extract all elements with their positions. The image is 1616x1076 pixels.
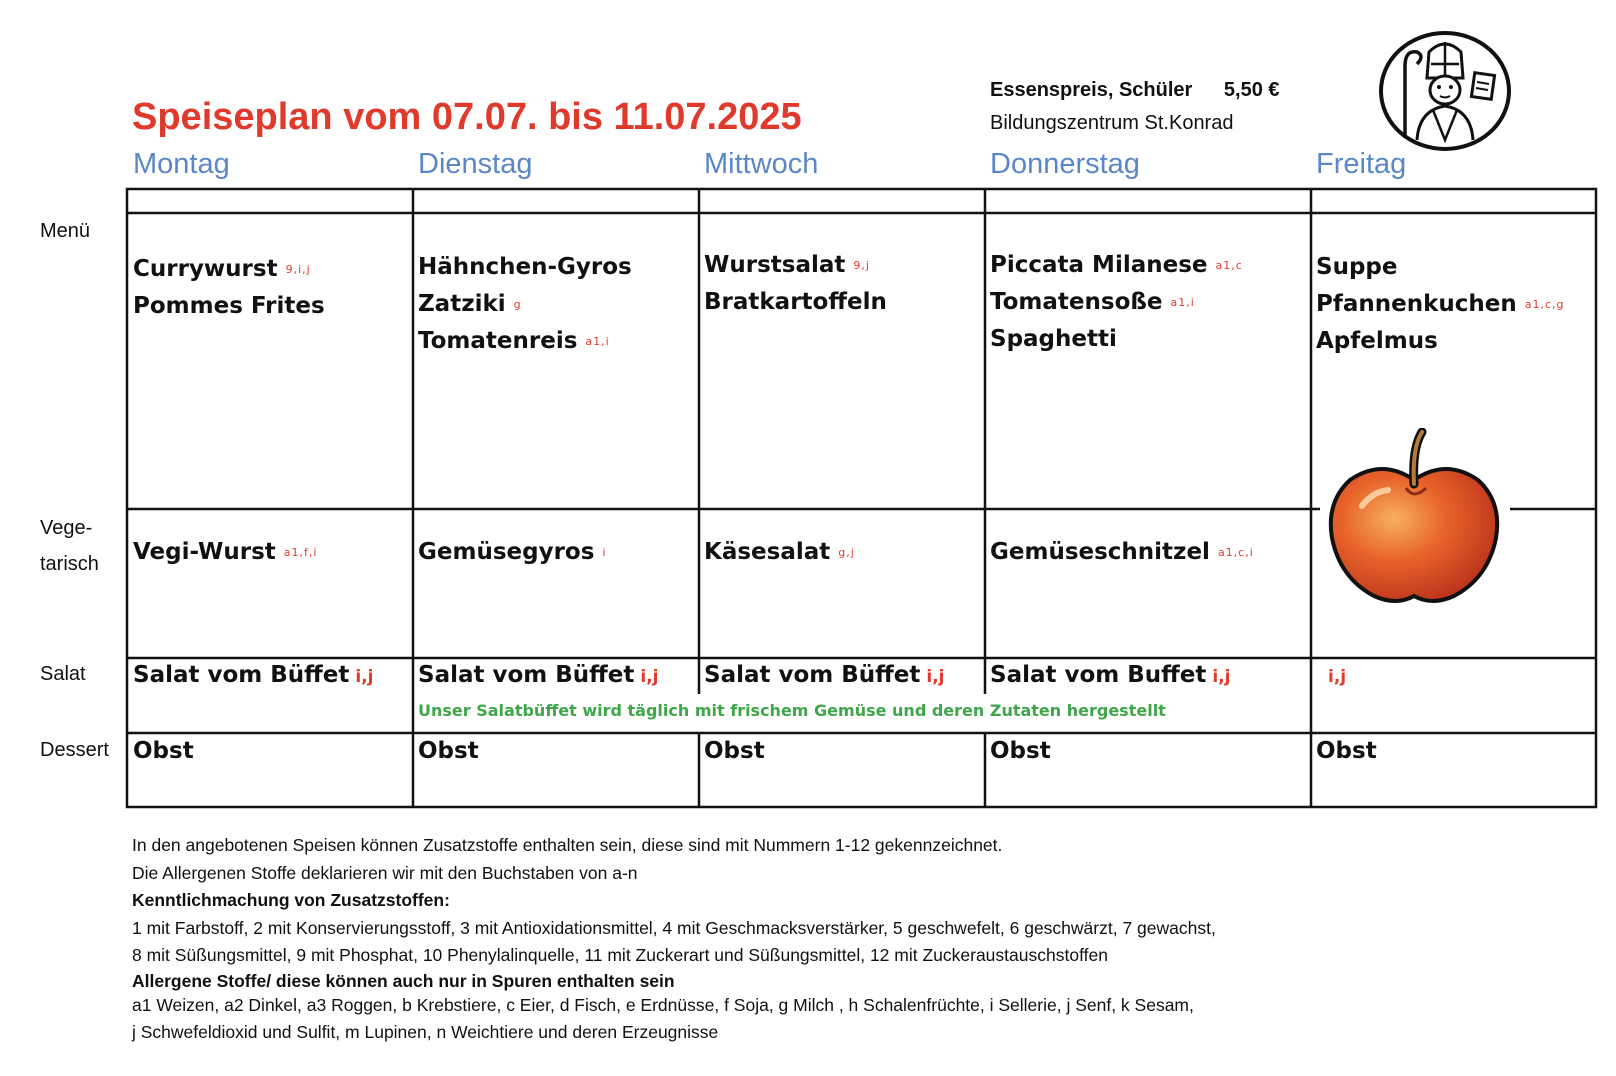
institution-name: Bildungszentrum St.Konrad <box>990 112 1234 134</box>
day-monday: Montag <box>133 148 230 180</box>
day-friday: Freitag <box>1316 148 1407 180</box>
notes-line: a1 Weizen, a2 Dinkel, a3 Roggen, b Krebstiere, c Eier, d Fisch, e Erdnüsse, f Soja, g Milch , h Schalenfrüchte, i Sellerie, j Senf, k Sesam, <box>132 994 1194 1015</box>
salad-tuesday: Salat vom Büffet i,j <box>418 662 659 688</box>
salad-monday: Salat vom Büffet i,j <box>133 662 374 688</box>
salad-thursday: Salat vom Buffet i,j <box>990 662 1231 688</box>
menu-item: Pommes Frites <box>133 293 325 319</box>
notes-line: 1 mit Farbstoff, 2 mit Konservierungsstoff, 3 mit Antioxidationsmittel, 4 mit Geschmacksverstärker, 5 geschwefelt, 6 geschwärzt, 7 gewachst, <box>132 917 1216 938</box>
notes-line: In den angebotenen Speisen können Zusatzstoffe enthalten sein, diese sind mit Nummern 1-12 gekennzeichnet. <box>132 835 1003 855</box>
day-wednesday: Mittwoch <box>704 148 819 180</box>
additives-notes <box>132 832 1216 1047</box>
school-logo-icon <box>1377 30 1513 152</box>
dessert-wednesday: Obst <box>704 738 765 764</box>
salad-friday: i,j <box>1328 667 1347 687</box>
salad-wednesday: Salat vom Büffet i,j <box>704 662 945 688</box>
menu-wednesday <box>704 247 887 321</box>
notes-line: Die Allergenen Stoffe deklarieren wir mit den Buchstaben von a-n <box>132 862 638 883</box>
row-label-menu: Menü <box>40 220 91 242</box>
notes-heading: Allergene Stoffe/ diese können auch nur in Spuren enthalten sein <box>132 970 675 991</box>
vegetarian-wednesday: Käsesalat g,j <box>704 539 855 565</box>
day-thursday: Donnerstag <box>990 148 1140 180</box>
salad-buffet-note: Unser Salatbüffet wird täglich mit frischem Gemüse und deren Zutaten hergestellt <box>418 701 1166 720</box>
dessert-monday: Obst <box>133 738 194 764</box>
dessert-friday: Obst <box>1316 738 1377 764</box>
menu-monday <box>133 251 325 325</box>
notes-heading: Kenntlichmachung von Zusatzstoffen: <box>132 890 450 910</box>
menu-friday <box>1316 249 1565 360</box>
page-title: Speiseplan vom 07.07. bis 11.07.2025 <box>132 96 802 138</box>
price-info <box>990 74 1280 140</box>
price-line <box>990 74 1280 107</box>
row-label-vegetarian-1: Vege- <box>40 517 93 539</box>
vegetarian-monday: Vegi-Wurst a1,f,i <box>133 539 318 565</box>
menu-item: Wurstsalat 9,j <box>704 252 870 278</box>
menu-item: Currywurst 9,i,j <box>133 256 311 282</box>
dessert-tuesday: Obst <box>418 738 479 764</box>
notes-line: j Schwefeldioxid und Sulfit, m Lupinen, n Weichtiere und deren Erzeugnisse <box>132 1022 719 1042</box>
menu-item: Hähnchen-Gyros <box>418 254 632 280</box>
menu-item: Apfelmus <box>1316 328 1438 354</box>
row-label-vegetarian-2: tarisch <box>40 553 99 575</box>
menu-tuesday <box>418 249 632 360</box>
vegetarian-thursday: Gemüseschnitzel a1,c,i <box>990 539 1254 565</box>
menu-item: Piccata Milanese a1,c <box>990 252 1243 278</box>
row-label-dessert: Dessert <box>40 739 109 761</box>
apple-icon <box>1322 428 1508 608</box>
price-label: Essenspreis, Schüler <box>990 79 1193 101</box>
menu-item: Pfannenkuchen a1,c,g <box>1316 291 1565 317</box>
notes-line: 8 mit Süßungsmittel, 9 mit Phosphat, 10 Phenylalinquelle, 11 mit Zuckerart und Süßungsmittel, 12 mit Zuckeraustauschstoffen <box>132 945 1108 965</box>
vegetarian-tuesday: Gemüsegyros i <box>418 539 607 565</box>
dessert-thursday: Obst <box>990 738 1051 764</box>
menu-thursday <box>990 247 1243 358</box>
price-value: 5,50 € <box>1223 79 1280 101</box>
menu-item: Tomatenreis a1,i <box>418 328 610 354</box>
menu-item: Zatziki g <box>418 291 522 317</box>
menu-item: Bratkartoffeln <box>704 289 887 315</box>
day-tuesday: Dienstag <box>418 148 533 180</box>
row-label-salad: Salat <box>40 663 86 685</box>
menu-item: Suppe <box>1316 254 1398 280</box>
menu-item: Tomatensoße a1,i <box>990 289 1195 315</box>
menu-item: Spaghetti <box>990 326 1117 352</box>
